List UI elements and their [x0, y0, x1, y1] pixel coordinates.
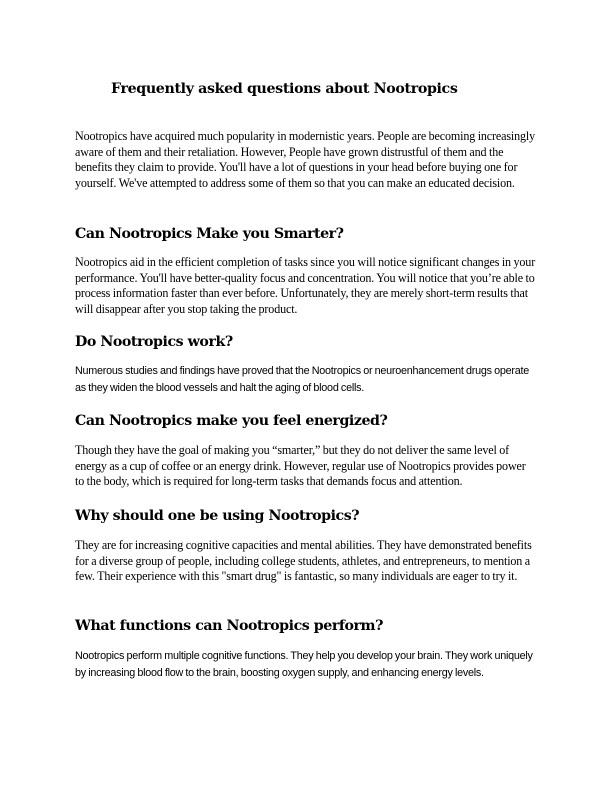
- section-body-block-functions: [75, 648, 537, 682]
- intro-paragraph: Nootropics have acquired much popularity in modernistic years. People are becoming increasingly aware of them and their retaliation. However, People have grown distrustful of them and the benefits they claim to provide. You'll have a lot of questions in your head before buying one for yourself. We've attempted to address some of them so that you can make an educated decision.: [75, 129, 536, 190]
- section-body-work: Numerous studies and findings have proved that the Nootropics or neuroenhancement drugs operate as they widen the blood vessels and halt the aging of blood cells.: [75, 365, 530, 394]
- intro-paragraph-block: [75, 129, 537, 191]
- section-body-block-work: [75, 363, 537, 397]
- section-body-smarter: Nootropics aid in the efficient completion of tasks since you will notice significant changes in your performance. You'll have better-quality focus and concentration. You will notice that you’re able to process information faster than ever before. Unfortunately, they are merely short-term results that will disappear after you stop taking the product.: [75, 255, 536, 316]
- document-title: Frequently asked questions about Nootropics: [111, 81, 458, 97]
- section-heading-work: Do Nootropics work?: [75, 334, 233, 350]
- section-heading-functions: What functions can Nootropics perform?: [75, 618, 383, 634]
- section-heading-smarter: Can Nootropics Make you Smarter?: [75, 226, 344, 242]
- section-body-block-why: [75, 538, 537, 585]
- section-body-functions: Nootropics perform multiple cognitive functions. They help you develop your brain. They work uniquely by increasing blood flow to the brain, boosting oxygen supply, and enhancing energy levels.: [75, 650, 533, 679]
- section-body-block-energized: [75, 443, 537, 490]
- section-heading-energized: Can Nootropics make you feel energized?: [75, 413, 388, 429]
- section-heading-why: Why should one be using Nootropics?: [75, 508, 360, 524]
- section-body-energized: Though they have the goal of making you “smarter,” but they do not deliver the same level of energy as a cup of coffee or an energy drink. However, regular use of Nootropics provides power to the body, which is required for long-term tasks that demands focus and attention.: [75, 443, 526, 488]
- section-body-why: They are for increasing cognitive capacities and mental abilities. They have demonstrated benefits for a diverse group of people, including college students, athletes, and entrepreneurs, to mention a few. Their experience with this "smart drug" is fantastic, so many individuals are eager to try it.: [75, 538, 532, 583]
- section-body-block-smarter: [75, 255, 537, 317]
